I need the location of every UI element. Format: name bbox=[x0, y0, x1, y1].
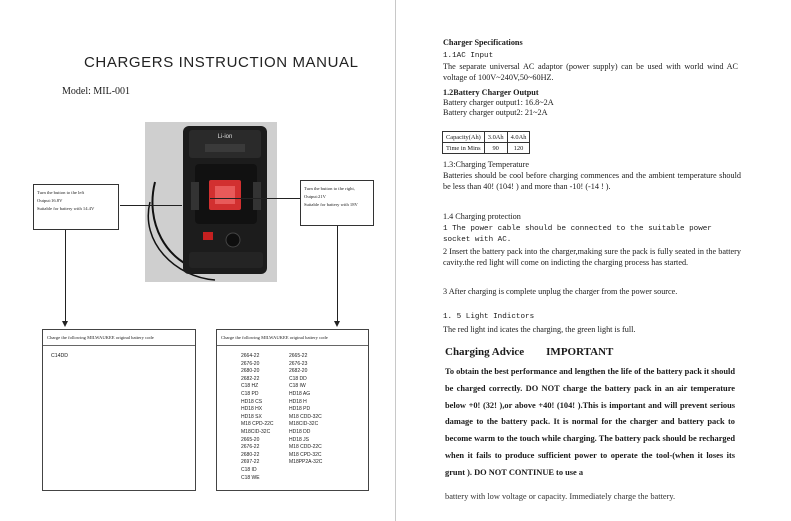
callout-right-line-1: Turn the button to the right, bbox=[304, 186, 355, 191]
protection-step-1: 1 The power cable should be connected to the suitable power socket with AC. bbox=[443, 225, 712, 244]
table-cell: 3.0Ah bbox=[484, 132, 507, 143]
battery-code: M18 CPD-32C bbox=[289, 451, 322, 458]
battery-code: 2680-20 bbox=[241, 368, 260, 375]
battery-code: HD18 JS bbox=[289, 436, 310, 443]
battery-code: M18CID-32C bbox=[289, 421, 319, 428]
callout-left-line-3: Suitable for battery with 14.4V bbox=[37, 206, 95, 211]
callout-left-line-2: Output:16.8V bbox=[37, 198, 63, 203]
battery-codes-box-left bbox=[42, 329, 196, 491]
section-light-text: The red light ind icates the charging, the green light is full. bbox=[443, 325, 636, 334]
battery-code: M18 CDD-22C bbox=[289, 444, 322, 451]
battery-code: 2664-22 bbox=[241, 353, 260, 359]
battery-code: M18PP2A-32C bbox=[289, 459, 323, 466]
callout-right-line-2: Output:21V bbox=[304, 194, 326, 199]
battery-code: M18 CDD-32C bbox=[289, 413, 322, 420]
box-right-header: Charge the following MILWAUKEE original battery code bbox=[217, 330, 368, 346]
battery-code-column-2 bbox=[289, 353, 337, 482]
battery-code: C18 WE bbox=[241, 474, 260, 481]
table-row bbox=[443, 132, 530, 143]
battery-code: HD18 CS bbox=[241, 398, 263, 405]
battery-code: C18 HZ bbox=[241, 383, 259, 390]
section-temperature-heading: 1.3:Charging Temperature bbox=[443, 160, 529, 169]
advice-important: IMPORTANT bbox=[546, 346, 614, 358]
battery-code: HD18 DD bbox=[289, 428, 311, 435]
battery-code: C18 PD bbox=[241, 390, 259, 397]
charging-advice-text: To obtain the best performance and lengthen the life of the battery pack it should be charged correctly. DO NOT charge the battery pack in an air temperature below +0! (32! ),or above +40! (104! ).This is important and will prevent serious damage to the battery pack. It is normal for the charger and battery pack to become warm to the touch while charging. The battery pack should be recharged when it fails to produce sufficient power to operate the tool-(when it loses its grunt ). DO NOT CONTINUE to use a bbox=[445, 367, 735, 477]
table-cell: Time in Mins bbox=[443, 143, 485, 154]
battery-code: 2682-22 bbox=[241, 375, 260, 382]
callout-left-switch bbox=[33, 184, 119, 230]
section-light-heading: 1. 5 Light Indictors bbox=[443, 313, 535, 321]
model-number: Model: MIL-001 bbox=[62, 86, 131, 97]
charger-illustration bbox=[145, 122, 277, 282]
battery-code: HD18 PD bbox=[289, 406, 311, 413]
page-divider bbox=[395, 0, 396, 521]
battery-code: M18CID-32C bbox=[241, 428, 271, 435]
output-1: Battery charger output1: 16.8~2A bbox=[443, 98, 554, 107]
protection-step-3: 3 After charging is complete unplug the charger from the power source. bbox=[443, 287, 678, 296]
battery-code: HD18 HX bbox=[241, 406, 263, 413]
battery-code-column-1 bbox=[241, 353, 289, 482]
section-protection-heading: 1.4 Charging protection bbox=[443, 212, 521, 221]
battery-code: M18 CPD-22C bbox=[241, 421, 274, 428]
section-ac-input-text: The separate universal AC adaptor (power supply) can be used with world wind AC voltage of 100V~240V,50~60HZ. bbox=[443, 62, 738, 82]
spec-title: Charger Specifications bbox=[443, 38, 523, 47]
section-temperature-text: Batteries should be cool before charging commences and the ambient temperature should be less than 40! (104! ) and more than -10! (-14 ! ). bbox=[443, 171, 741, 191]
box-left-code: C14DD bbox=[51, 353, 69, 359]
charging-advice-last-line: battery with low voltage or capacity. Immediately charge the battery. bbox=[445, 492, 676, 501]
device-label: Li-ion bbox=[217, 134, 233, 140]
battery-code: 2682-20 bbox=[289, 368, 308, 375]
battery-code: 2676-20 bbox=[241, 360, 260, 367]
battery-code: 2697-22 bbox=[241, 459, 260, 466]
section-ac-input-heading: 1.1AC Input bbox=[443, 52, 494, 60]
manual-title: CHARGERS INSTRUCTION MANUAL bbox=[84, 54, 359, 71]
callout-left-line-1: Turn the button to the left bbox=[37, 190, 85, 195]
output-2: Battery charger output2: 21~2A bbox=[443, 108, 548, 117]
table-cell: Capacity(Ah) bbox=[443, 132, 485, 143]
battery-code: 2680-22 bbox=[241, 451, 260, 458]
table-row bbox=[443, 143, 530, 154]
callout-right-line-3: Suitable for battery with 18V bbox=[304, 202, 358, 207]
table-cell: 120 bbox=[507, 143, 530, 154]
protection-step-2: 2 Insert the battery pack into the charger,making sure the pack is fully seated in the battery cavity.the red light will come on indicting the charging process has started. bbox=[443, 247, 741, 267]
battery-code: 2676-22 bbox=[241, 444, 260, 451]
battery-codes-box-right bbox=[216, 329, 369, 491]
battery-code: 2665-22 bbox=[289, 353, 308, 359]
battery-code: 2676-23 bbox=[289, 360, 308, 367]
capacity-time-table bbox=[442, 131, 530, 154]
charging-advice-heading bbox=[445, 346, 613, 358]
advice-title: Charging Advice bbox=[445, 346, 525, 358]
callout-right-switch bbox=[300, 180, 374, 226]
battery-code: C18 IW bbox=[289, 383, 306, 390]
battery-code: 2665-20 bbox=[241, 436, 260, 443]
battery-code: HD18 SX bbox=[241, 413, 262, 420]
battery-code: HD18 H bbox=[289, 398, 307, 405]
battery-code: HD18 AG bbox=[289, 390, 311, 397]
battery-code: C18 DD bbox=[289, 375, 307, 382]
box-left-header: Charge the following MILWAUKEE original battery code bbox=[43, 330, 195, 346]
charger-photo bbox=[145, 122, 277, 282]
table-cell: 4.0Ah bbox=[507, 132, 530, 143]
table-cell: 90 bbox=[484, 143, 507, 154]
left-manual-page bbox=[0, 0, 395, 521]
battery-code: C18 ID bbox=[241, 466, 257, 473]
section-output-heading: 1.2Battery Charger Output bbox=[443, 88, 539, 97]
